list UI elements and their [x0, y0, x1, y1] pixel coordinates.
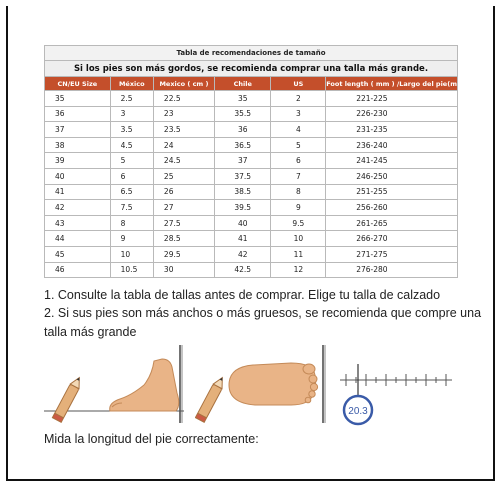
table-cell: 36 [214, 122, 271, 138]
table-cell: 10 [110, 246, 153, 262]
table-cell: 36.5 [214, 137, 271, 153]
table-cell: 226-230 [326, 106, 458, 122]
header-foot-length: Foot length ( mm ) /Largo del pie(m [326, 77, 458, 91]
table-cell: 42 [214, 246, 271, 262]
header-mexico: México [110, 77, 153, 91]
table-cell: 7 [271, 168, 326, 184]
table-cell: 236-240 [326, 137, 458, 153]
table-row [45, 122, 458, 138]
table-row [45, 215, 458, 231]
table-cell: 6 [110, 168, 153, 184]
table-cell: 5 [271, 137, 326, 153]
table-cell: 22.5 [153, 91, 214, 107]
table-row [45, 262, 458, 278]
table-cell: 44 [45, 231, 111, 247]
table-body [45, 91, 458, 278]
table-cell: 26 [153, 184, 214, 200]
table-cell: 25 [153, 168, 214, 184]
header-us: US [271, 77, 326, 91]
table-cell: 42 [45, 200, 111, 216]
table-cell: 5 [110, 153, 153, 169]
header-chile: Chile [214, 77, 271, 91]
table-cell: 10 [271, 231, 326, 247]
table-cell: 9.5 [271, 215, 326, 231]
table-row [45, 168, 458, 184]
table-cell: 29.5 [153, 246, 214, 262]
table-row [45, 184, 458, 200]
table-cell: 35 [214, 91, 271, 107]
table-row [45, 106, 458, 122]
table-cell: 35.5 [214, 106, 271, 122]
table-row [45, 137, 458, 153]
ruler-illustration [336, 360, 456, 430]
table-cell: 271-275 [326, 246, 458, 262]
table-cell: 40 [214, 215, 271, 231]
instruction-line-1: 1. Consulte la tabla de tallas antes de comprar. Elige tu talla de calzado [44, 288, 441, 302]
table-cell: 37.5 [214, 168, 271, 184]
table-cell: 276-280 [326, 262, 458, 278]
table-cell: 3.5 [110, 122, 153, 138]
measure-caption: Mida la longitud del pie correctamente: [44, 432, 259, 446]
table-cell: 231-235 [326, 122, 458, 138]
table-cell: 8 [271, 184, 326, 200]
instruction-line-2: 2. Si sus pies son más anchos o más gruesos, se recomienda que compre una [44, 306, 482, 320]
table-cell: 43 [45, 215, 111, 231]
foot-top-illustration [195, 345, 335, 425]
frame-border-left [6, 6, 8, 481]
table-cell: 2.5 [110, 91, 153, 107]
table-header-row [45, 77, 458, 91]
table-cell: 24 [153, 137, 214, 153]
table-cell: 7.5 [110, 200, 153, 216]
table-cell: 39.5 [214, 200, 271, 216]
table-row [45, 153, 458, 169]
table-cell: 256-260 [326, 200, 458, 216]
table-cell: 261-265 [326, 215, 458, 231]
table-cell: 23 [153, 106, 214, 122]
table-cell: 10.5 [110, 262, 153, 278]
pencil-icon [52, 375, 83, 422]
table-cell: 6 [271, 153, 326, 169]
table-cell: 241-245 [326, 153, 458, 169]
table-cell: 38 [45, 137, 111, 153]
frame-border-bottom [6, 479, 495, 481]
table-cell: 37 [45, 122, 111, 138]
table-cell: 266-270 [326, 231, 458, 247]
table-cell: 28.5 [153, 231, 214, 247]
table-row [45, 200, 458, 216]
table-cell: 36 [45, 106, 111, 122]
table-cell: 251-255 [326, 184, 458, 200]
header-mexico-cm: Mexico ( cm ) [153, 77, 214, 91]
table-cell: 46 [45, 262, 111, 278]
table-cell: 37 [214, 153, 271, 169]
table-cell: 246-250 [326, 168, 458, 184]
foot-side-illustration [40, 345, 190, 425]
table-cell: 42.5 [214, 262, 271, 278]
table-cell: 27 [153, 200, 214, 216]
table-cell: 9 [271, 200, 326, 216]
table-cell: 23.5 [153, 122, 214, 138]
table-cell: 11 [271, 246, 326, 262]
table-cell: 9 [110, 231, 153, 247]
table-cell: 30 [153, 262, 214, 278]
table-cell: 41 [45, 184, 111, 200]
ruler-reading: 20.3 [348, 406, 368, 417]
table-cell: 27.5 [153, 215, 214, 231]
table-cell: 40 [45, 168, 111, 184]
table-title: Tabla de recomendaciones de tamaño [45, 46, 458, 61]
table-cell: 8 [110, 215, 153, 231]
table-cell: 12 [271, 262, 326, 278]
table-cell: 45 [45, 246, 111, 262]
table-cell: 24.5 [153, 153, 214, 169]
pencil-icon [195, 375, 226, 422]
table-row [45, 231, 458, 247]
table-row [45, 91, 458, 107]
table-cell: 39 [45, 153, 111, 169]
table-cell: 4 [271, 122, 326, 138]
table-cell: 221-225 [326, 91, 458, 107]
table-cell: 35 [45, 91, 111, 107]
table-cell: 6.5 [110, 184, 153, 200]
table-cell: 2 [271, 91, 326, 107]
header-cn-eu-size: CN/EU Size [45, 77, 111, 91]
instruction-line-3: talla más grande [44, 325, 137, 339]
table-cell: 3 [110, 106, 153, 122]
size-table [44, 45, 458, 278]
table-row [45, 246, 458, 262]
table-cell: 38.5 [214, 184, 271, 200]
table-note: Si los pies son más gordos, se recomienda comprar una talla más grande. [45, 61, 458, 77]
table-cell: 41 [214, 231, 271, 247]
frame-border-right [493, 6, 495, 481]
table-cell: 4.5 [110, 137, 153, 153]
table-cell: 3 [271, 106, 326, 122]
